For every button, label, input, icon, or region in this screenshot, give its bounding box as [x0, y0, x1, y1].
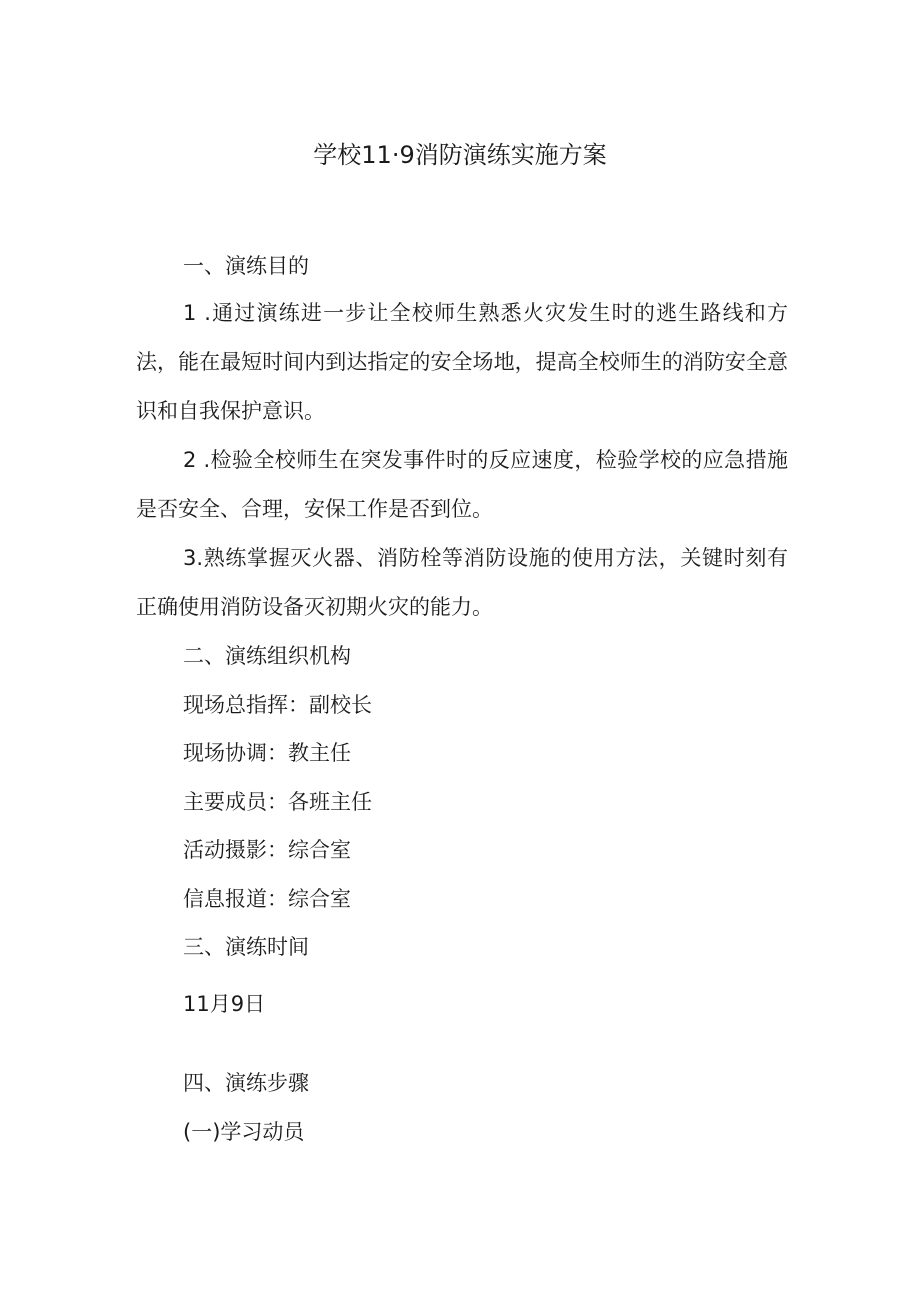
- step-heading-1: (一)学习动员: [183, 1120, 305, 1144]
- org-line-photography: 活动摄影：综合室: [183, 838, 351, 862]
- paragraph-item-1: 1 .通过演练进一步让全校师生熟悉火灾发生时的逃生路线和方法，能在最短时间内到达指定的安全场地，提高全校师生的消防安全意识和自我保护意识。: [136, 301, 788, 423]
- section-heading-time: 三、演练时间: [183, 935, 309, 959]
- section-heading-organization: 二、演练组织机构: [183, 644, 351, 668]
- section-heading-steps: 四、演练步骤: [183, 1071, 309, 1095]
- document-title: 学校11·9消防演练实施方案: [313, 141, 607, 169]
- org-line-coordinator: 现场协调：教主任: [183, 741, 351, 765]
- org-line-commander: 现场总指挥：副校长: [183, 693, 372, 717]
- section-heading-purpose: 一、演练目的: [183, 254, 309, 278]
- org-line-members: 主要成员：各班主任: [183, 790, 372, 814]
- drill-date: 11月9日: [183, 992, 266, 1016]
- paragraph-item-3: 3.熟练掌握灭火器、消防栓等消防设施的使用方法，关键时刻有正确使用消防设备灭初期火灾的能力。: [136, 546, 788, 619]
- paragraph-item-2: 2 .检验全校师生在突发事件时的反应速度，检验学校的应急措施是否安全、合理，安保工作是否到位。: [136, 448, 788, 521]
- org-line-reporting: 信息报道：综合室: [183, 887, 351, 911]
